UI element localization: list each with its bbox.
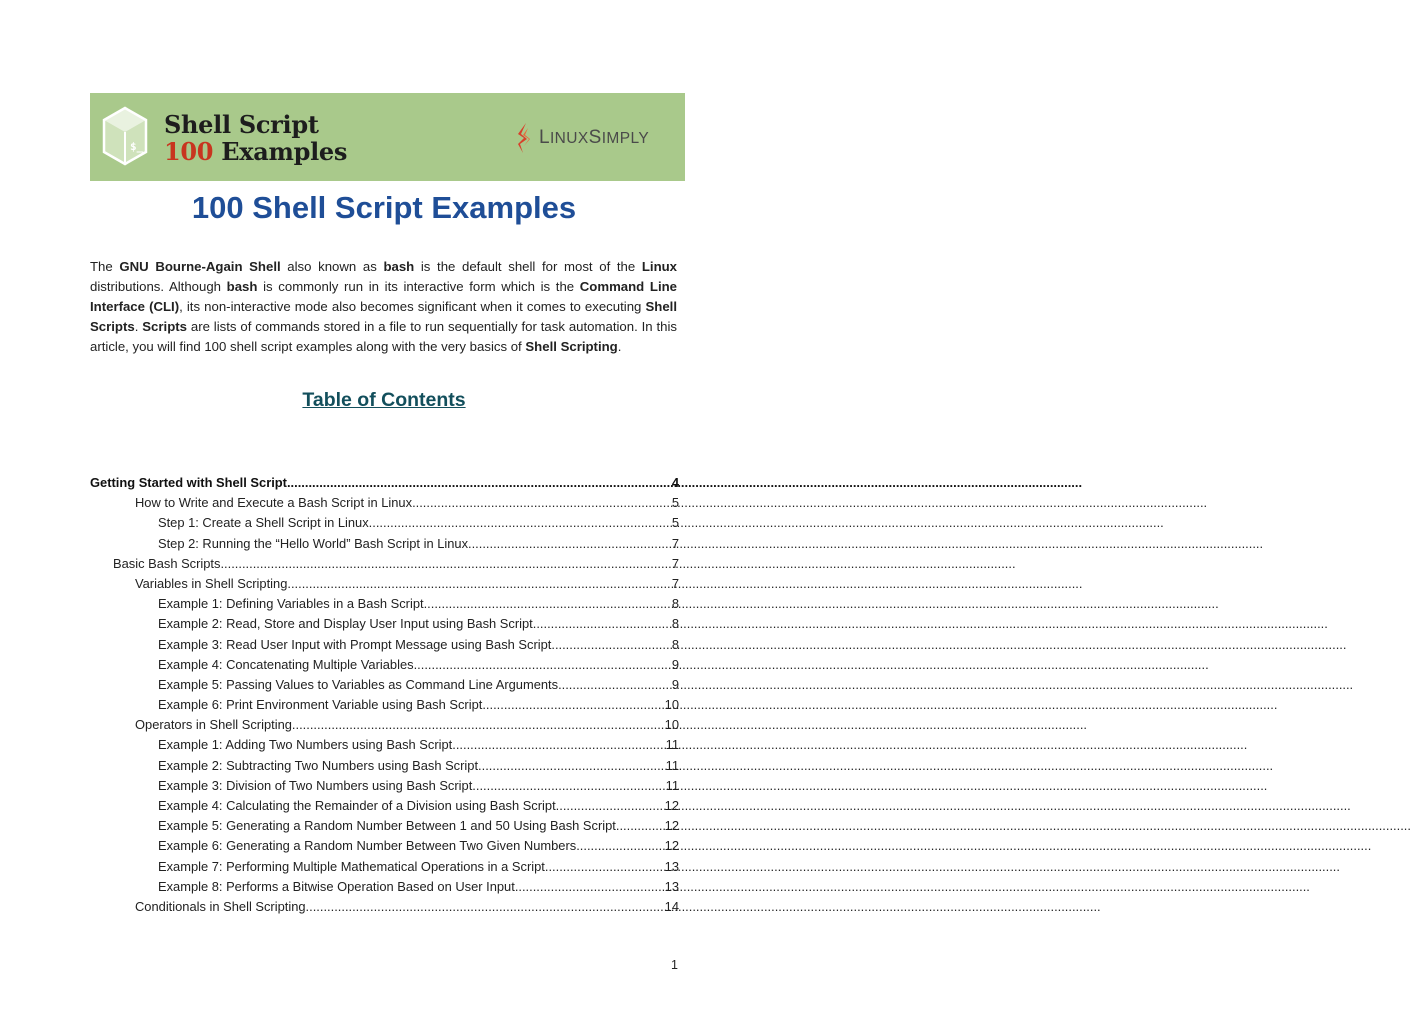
toc-entry-page: 9: [671, 656, 679, 672]
banner-title-line1: Shell Script: [164, 110, 319, 139]
toc-entry[interactable]: [90, 697, 679, 717]
toc-entry[interactable]: [90, 879, 679, 899]
toc-entry-page: 10: [664, 697, 679, 713]
header-banner: [90, 93, 685, 181]
toc-dot-leader: [468, 536, 672, 551]
toc-entry[interactable]: [90, 859, 679, 879]
toc-entry-page: 8: [671, 596, 679, 612]
toc-entry[interactable]: [90, 515, 679, 535]
toc-dot-leader: [616, 818, 665, 833]
toc-entry-page: 7: [671, 535, 679, 551]
toc-entry-title: Example 4: Concatenating Multiple Variables: [158, 656, 414, 672]
intro-bold-term: Scripts: [142, 319, 187, 334]
toc-entry-title: Operators in Shell Scripting: [135, 717, 292, 733]
page-title: 100 Shell Script Examples: [191, 190, 577, 225]
toc-entry-title: Step 2: Running the “Hello World” Bash Script in Linux: [158, 535, 469, 551]
toc-entry[interactable]: [90, 536, 679, 556]
toc-entry[interactable]: [90, 899, 679, 919]
toc-entry-page: 14: [664, 898, 679, 914]
intro-bold-term: Linux: [641, 259, 678, 274]
intro-bold-term: Shell Scripting: [525, 339, 618, 354]
page-number: 1: [671, 958, 678, 972]
banner-title-number: 100: [164, 137, 214, 166]
toc-entry[interactable]: [90, 637, 679, 657]
brand-name: LINUXSIMPLY: [539, 127, 650, 148]
toc-entry-title: Step 1: Create a Shell Script in Linux: [158, 515, 369, 531]
toc-entry-title: Example 5: Passing Values to Variables as Command Line Arguments: [158, 676, 559, 692]
toc-entry-page: 9: [671, 676, 679, 692]
intro-text: are lists of commands stored in a file to run sequentially for task automation. In this article, you will find 100 shell script examples along with the very basics of: [90, 319, 678, 354]
toc-dot-leader: [556, 798, 665, 813]
toc-entry-title: Variables in Shell Scripting: [135, 575, 288, 591]
intro-text: also known as: [280, 259, 384, 274]
toc-entry-title: Example 2: Subtracting Two Numbers using Bash Script: [158, 757, 479, 773]
intro-text: .: [134, 319, 143, 334]
toc-dot-leader: [220, 556, 671, 571]
toc-entry[interactable]: [90, 717, 679, 737]
toc-entry-page: 11: [665, 777, 679, 793]
toc-dot-leader: [478, 758, 666, 773]
toc-dot-leader: [306, 899, 665, 914]
intro-bold-term: GNU Bourne-Again Shell: [119, 259, 281, 274]
linuxsimply-logo: [514, 123, 649, 153]
toc-dot-leader: [515, 879, 665, 894]
toc-entry-title: Conditionals in Shell Scripting: [135, 898, 306, 914]
toc-entry-title: Basic Bash Scripts: [113, 555, 221, 571]
toc-dot-leader: [545, 859, 665, 874]
toc-dot-leader: [292, 717, 665, 732]
intro-paragraph: [90, 257, 677, 357]
intro-text: .: [617, 339, 622, 354]
toc-entry-page: 8: [671, 636, 679, 652]
toc-entry-title: Example 2: Read, Store and Display User Input using Bash Script: [158, 616, 533, 632]
intro-text: The: [90, 259, 120, 274]
shell-cube-icon: [102, 106, 148, 166]
toc-entry[interactable]: [90, 475, 679, 495]
toc-entry-page: 4: [671, 475, 679, 490]
banner-title: [164, 111, 347, 165]
banner-title-word: Examples: [221, 137, 348, 166]
toc-dot-leader: [414, 657, 672, 672]
intro-text: is the default shell for most of the: [414, 259, 642, 274]
toc-entry-page: 10: [664, 717, 679, 733]
toc-dot-leader: [472, 778, 665, 793]
toc-dot-leader: [412, 495, 672, 510]
toc-dot-leader: [369, 515, 672, 530]
toc-entry-title: Example 1: Defining Variables in a Bash Script: [158, 596, 424, 612]
toc-entry-title: Example 8: Performs a Bitwise Operation Based on User Input: [158, 878, 515, 894]
toc-dot-leader: [533, 616, 672, 631]
intro-text: is commonly run in its interactive form which is the: [257, 279, 580, 294]
toc-entry-title: Example 4: Calculating the Remainder of a Division using Bash Script: [158, 798, 556, 813]
toc-dot-leader: [287, 475, 672, 490]
toc-entry-title: Getting Started with Shell Script: [90, 475, 287, 490]
toc-dot-leader: [452, 737, 665, 752]
intro-bold-term: Command Line Interface (CLI): [90, 279, 677, 314]
toc-dot-leader: [482, 697, 664, 712]
toc-entry-title: Example 3: Division of Two Numbers using Bash Script: [158, 777, 473, 793]
toc-entry-page: 11: [665, 757, 679, 773]
toc-entry-page: 13: [664, 878, 679, 894]
cube-glyph: $_: [130, 140, 144, 153]
intro-text: distributions. Although: [90, 279, 227, 294]
toc-entry-page: 12: [664, 818, 679, 834]
toc-entry-page: 11: [665, 737, 679, 753]
table-of-contents: [90, 475, 679, 919]
toc-entry[interactable]: [90, 576, 679, 596]
toc-entry[interactable]: [90, 778, 679, 798]
toc-entry-title: Example 6: Generating a Random Number Between Two Given Numbers: [158, 838, 577, 854]
toc-dot-leader: [551, 637, 671, 652]
toc-entry[interactable]: [90, 616, 679, 636]
toc-entry-title: Example 7: Performing Multiple Mathematical Operations in a Script: [158, 858, 545, 874]
toc-entry-title: Example 5: Generating a Random Number Between 1 and 50 Using Bash Script: [158, 818, 616, 834]
toc-dot-leader: [287, 576, 671, 591]
toc-entry[interactable]: [90, 657, 679, 677]
toc-heading: Table of Contents: [302, 389, 466, 411]
intro-bold-term: bash: [226, 279, 258, 294]
toc-entry-title: Example 1: Adding Two Numbers using Bash Script: [158, 737, 453, 753]
toc-dot-leader: [576, 838, 664, 853]
toc-entry-page: 8: [671, 616, 679, 632]
toc-entry[interactable]: [90, 677, 679, 697]
toc-entry-page: 12: [664, 838, 679, 854]
toc-entry-page: 7: [671, 555, 679, 571]
linuxsimply-mark-icon: [514, 122, 534, 154]
toc-entry-page: 5: [671, 515, 679, 531]
intro-bold-term: bash: [383, 259, 415, 274]
toc-entry-page: 7: [671, 575, 679, 591]
toc-dot-leader: [558, 677, 672, 692]
toc-entry[interactable]: [90, 556, 679, 576]
toc-entry[interactable]: [90, 737, 679, 757]
toc-entry-page: 12: [664, 798, 679, 813]
toc-entry[interactable]: [90, 818, 679, 838]
banner-title-line2: [164, 138, 347, 165]
toc-entry-page: 13: [664, 858, 679, 874]
toc-entry-title: Example 6: Print Environment Variable using Bash Script: [158, 697, 483, 713]
toc-dot-leader: [424, 596, 672, 611]
toc-entry-title: How to Write and Execute a Bash Script in Linux: [135, 495, 413, 511]
toc-entry[interactable]: [90, 838, 679, 858]
toc-entry[interactable]: [90, 495, 679, 515]
toc-entry[interactable]: [90, 596, 679, 616]
intro-bold-term: Shell Scripts: [90, 299, 677, 334]
toc-entry[interactable]: [90, 798, 679, 818]
toc-entry-title: Example 3: Read User Input with Prompt Message using Bash Script: [158, 636, 552, 652]
intro-text: , its non-interactive mode also becomes significant when it comes to executing: [179, 299, 646, 314]
toc-entry[interactable]: [90, 758, 679, 778]
toc-entry-page: 5: [671, 495, 679, 511]
